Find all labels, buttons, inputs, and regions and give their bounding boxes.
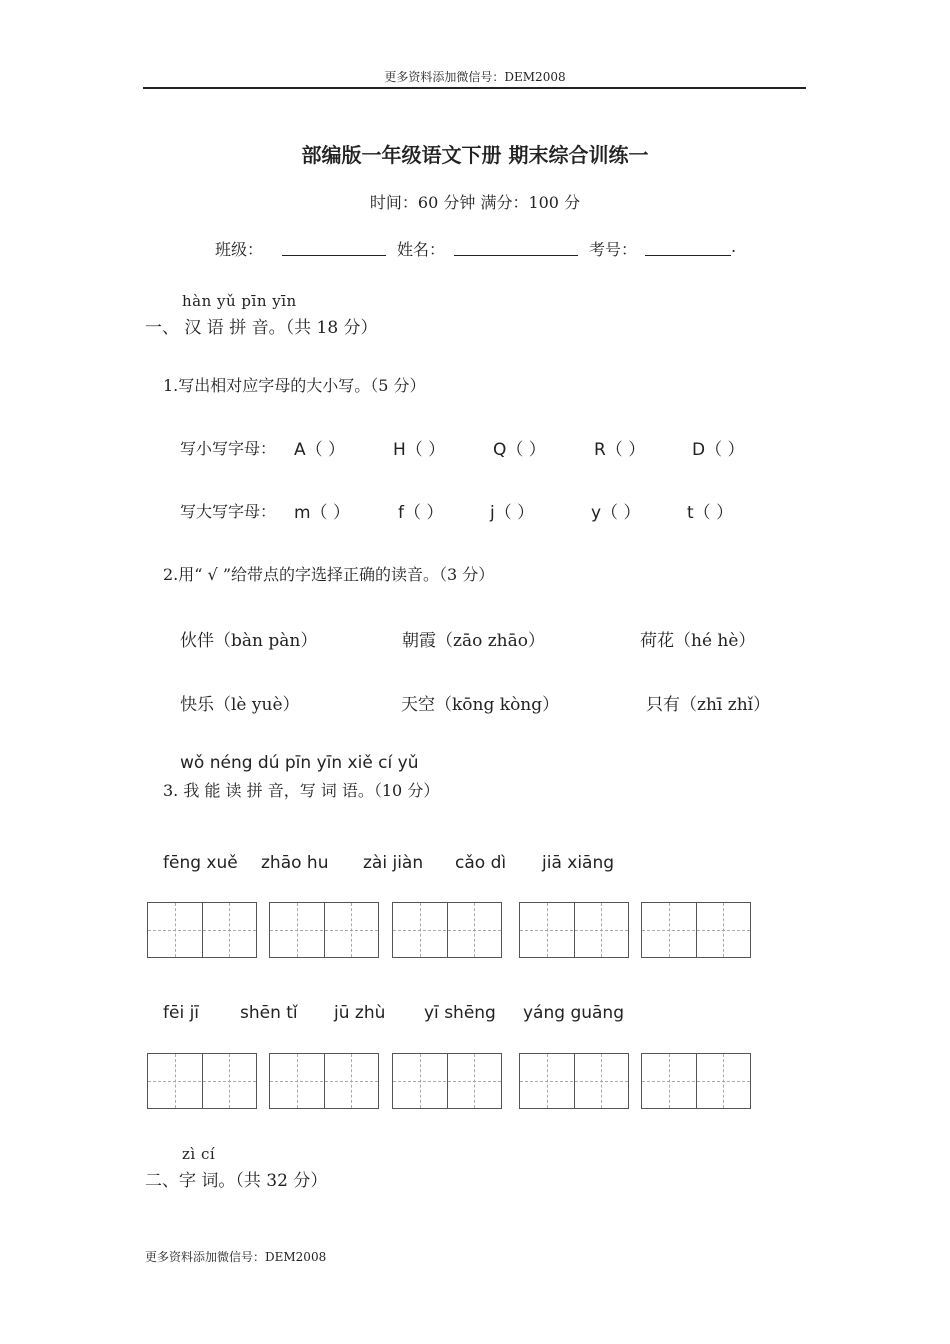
page-title: 部编版一年级语文下册 期末综合训练一: [301, 143, 649, 167]
header-divider: [143, 87, 806, 89]
word-pinyin: fēi jī: [163, 1003, 200, 1023]
page-header: 更多资料添加微信号：DEM2008: [384, 70, 566, 84]
page-footer: 更多资料添加微信号：DEM2008: [145, 1250, 327, 1264]
info-end-mark: .: [731, 237, 737, 256]
word-pinyin: fēng xuě: [163, 853, 238, 873]
uppercase-blank-y[interactable]: y（ ）: [591, 503, 641, 523]
choice-hehua[interactable]: 荷花（hé hè）: [640, 631, 756, 651]
q1-title: 1.写出相对应字母的大小写。（5 分）: [163, 376, 426, 395]
word-pinyin: shēn tǐ: [240, 1003, 298, 1023]
lowercase-blank-r[interactable]: R（ ）: [594, 440, 646, 460]
choice-tiankong[interactable]: 天空（kōng kòng）: [401, 695, 560, 715]
writing-grid-box[interactable]: [392, 902, 502, 958]
uppercase-blank-j[interactable]: j（ ）: [490, 503, 535, 523]
writing-grid-box[interactable]: [269, 1053, 379, 1109]
class-blank[interactable]: [282, 239, 386, 256]
lowercase-blank-q[interactable]: Q（ ）: [493, 440, 546, 460]
writing-grid-row: [0, 1053, 950, 1109]
word-pinyin: jū zhù: [334, 1003, 386, 1023]
writing-grid-box[interactable]: [641, 902, 751, 958]
word-pinyin: cǎo dì: [455, 853, 507, 873]
choice-zhaoxia[interactable]: 朝霞（zāo zhāo）: [402, 631, 546, 651]
choice-kuaile[interactable]: 快乐（lè yuè）: [180, 695, 300, 715]
q1-upper-prompt: 写大写字母：: [180, 502, 277, 521]
word-pinyin: yáng guāng: [523, 1003, 624, 1023]
word-pinyin: zhāo hu: [261, 853, 329, 873]
choice-huoban[interactable]: 伙伴（bàn pàn）: [180, 631, 318, 651]
name-blank[interactable]: [454, 239, 578, 256]
uppercase-blank-t[interactable]: t（ ）: [687, 503, 734, 523]
uppercase-blank-m[interactable]: m（ ）: [294, 503, 350, 523]
lowercase-blank-h[interactable]: H（ ）: [393, 440, 446, 460]
section1-pinyin: hàn yǔ pīn yīn: [182, 292, 297, 310]
section2-pinyin: zì cí: [182, 1145, 216, 1163]
writing-grid-box[interactable]: [269, 902, 379, 958]
writing-grid-box[interactable]: [147, 902, 257, 958]
word-pinyin: yī shēng: [424, 1003, 496, 1023]
choice-zhiyou[interactable]: 只有（zhī zhǐ）: [646, 695, 771, 715]
class-label: 班级：: [215, 240, 264, 259]
lowercase-blank-d[interactable]: D（ ）: [692, 440, 745, 460]
word-pinyin: zài jiàn: [363, 853, 424, 873]
section1-heading: 一、 汉 语 拼 音。（共 18 分）: [145, 318, 378, 338]
word-pinyin: jiā xiāng: [542, 853, 615, 873]
writing-grid-box[interactable]: [519, 1053, 629, 1109]
q3-pinyin: wǒ néng dú pīn yīn xiě cí yǔ: [180, 753, 419, 773]
q2-title: 2.用“ √ ”给带点的字选择正确的读音。（3 分）: [163, 565, 495, 584]
q1-lower-prompt: 写小写字母：: [180, 439, 277, 458]
writing-grid-box[interactable]: [147, 1053, 257, 1109]
section2-heading: 二、字 词。（共 32 分）: [145, 1171, 328, 1191]
writing-grid-box[interactable]: [519, 902, 629, 958]
writing-grid-box[interactable]: [641, 1053, 751, 1109]
q3-title: 3. 我 能 读 拼 音，写 词 语。（10 分）: [163, 781, 440, 800]
writing-grid-box[interactable]: [392, 1053, 502, 1109]
name-label: 姓名：: [397, 240, 446, 259]
lowercase-blank-a[interactable]: A（ ）: [294, 440, 346, 460]
writing-grid-row: [0, 902, 950, 958]
id-blank[interactable]: [645, 239, 731, 256]
uppercase-blank-f[interactable]: f（ ）: [398, 503, 444, 523]
id-label: 考号：: [589, 240, 638, 259]
exam-meta: 时间：60 分钟 满分：100 分: [369, 193, 581, 212]
